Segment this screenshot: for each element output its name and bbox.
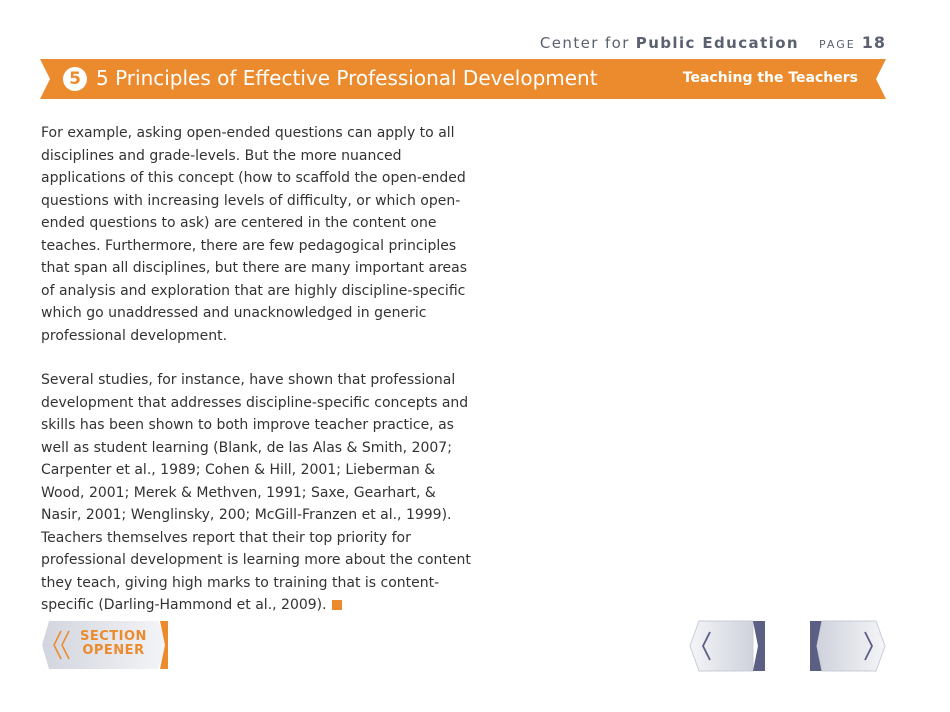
org-name-light: Center for: [539, 34, 630, 52]
chapter-subtitle: Teaching the Teachers: [682, 70, 858, 86]
page-header: [540, 33, 886, 52]
page-label: PAGE: [818, 38, 856, 51]
chevron-left-icon: [689, 620, 765, 672]
page-number: 18: [861, 33, 886, 52]
section-title: 5 Principles of Effective Professional Development: [96, 66, 598, 90]
next-page-button[interactable]: [810, 620, 886, 672]
section-opener-line-1: SECTION: [80, 629, 147, 644]
org-name-bold: Public Education: [635, 34, 799, 52]
section-opener-button[interactable]: [41, 620, 168, 670]
section-opener-label: [80, 630, 147, 658]
section-banner: [40, 59, 886, 99]
paragraph-1: For example, asking open-ended questions can apply to all disciplines and grade-levels. But the more nuanced applications of this concept (how to scaffold the open-ended questions with increasing levels of difficulty, or which open-ended questions to ask) are centered in the content one teaches. Furthermore, there are few pedagogical principles that span all disciplines, but there are many important areas of analysis and exploration that are highly discipline-specific which go unaddressed and unacknowledged in generic professional development.: [41, 125, 468, 344]
previous-page-button[interactable]: [689, 620, 765, 672]
end-mark-icon: [332, 600, 342, 610]
paragraph-2: [41, 369, 471, 617]
paragraph-2-text: Several studies, for instance, have shown that professional development that addresses discipline-specific concepts and skills has been shown to both improve teacher practice, as well as student learning (Blank, de las Alas & Smith, 2007; Carpenter et al., 1989; Cohen & Hill, 2001; Lieberman & Wood, 2001; Merek & Methven, 1991; Saxe, Gearhart, & Nasir, 2001; Wenglinsky, 200; McGill-Franzen et al., 1999). Teachers themselves report that their top priority for professional development is learning more about the content they teach, giving high marks to training that is content-specific (Darling-Hammond et al., 2009).: [41, 372, 471, 613]
chevron-right-icon: [810, 620, 886, 672]
body-text: [41, 122, 471, 639]
section-opener-line-2: OPENER: [82, 643, 145, 658]
section-number-badge: 5: [63, 67, 87, 91]
